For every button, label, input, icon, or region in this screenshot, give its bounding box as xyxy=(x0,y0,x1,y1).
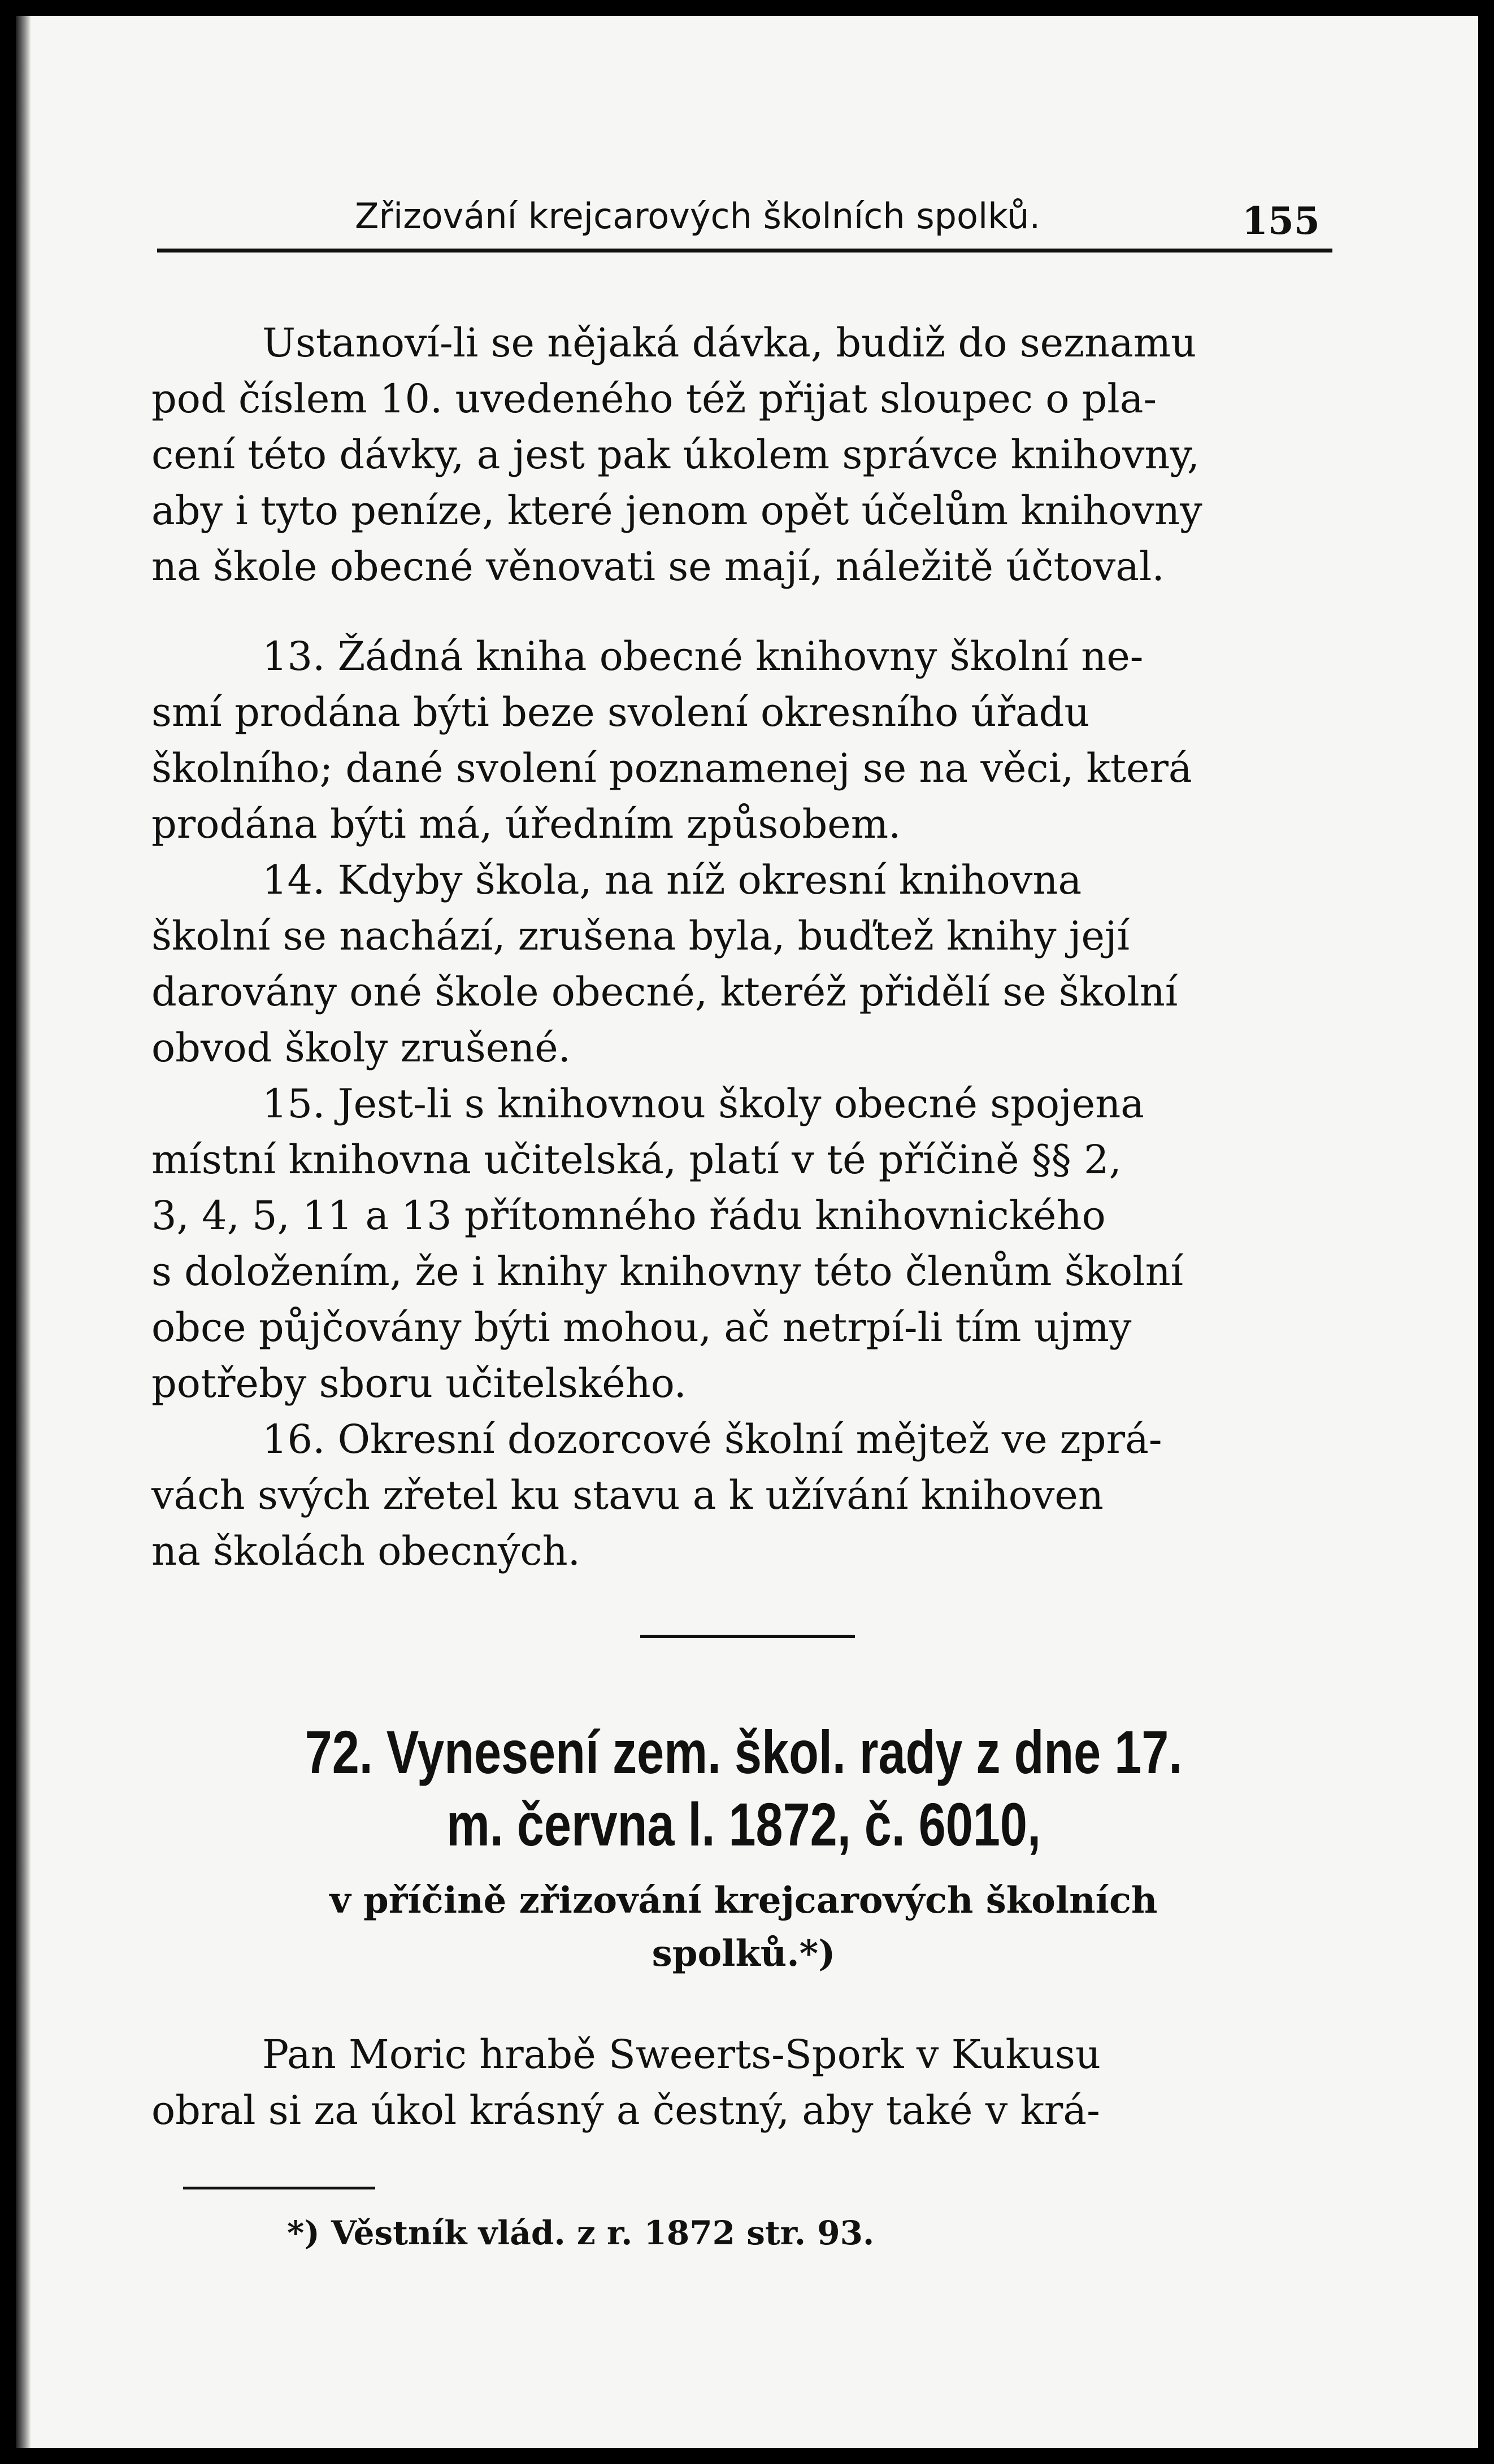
paragraph-dues-record: Ustanoví-li se nějaká dávka, budiž do seznamu pod číslem 10. uvedeného též přijat sloupec o pla- cení této dávky, a jest pak úkolem správce knihovny, aby i tyto peníze, které jenom opět účelům knihovny na škole obecné věnovati se mají, náležitě účtoval. xyxy=(151,320,1202,590)
section-divider xyxy=(640,1635,855,1638)
running-title: Zřizování krejcarových školních spolků. xyxy=(355,195,1041,237)
footnote: *) Věstník vlád. z r. 1872 str. 93. xyxy=(287,2214,875,2252)
section-subtitle: v příčině zřizování krejcarových školních spolků.*) xyxy=(329,1879,1158,1975)
page-binding-edge xyxy=(16,16,31,2448)
paragraph-section-16: 16. Okresní dozorcové školní mějtež ve zprá- vách svých zřetel ku stavu a k užívání knihoven na školách obecných. xyxy=(151,1416,1162,1574)
page-number: 155 xyxy=(1242,199,1320,243)
paragraph-section-13: 13. Žádná kniha obecné knihovny školní ne- smí prodána býti beze svolení okresního úřadu školního; dané svolení poznamenej se na věci, která prodána býti má, úředním způsobem. xyxy=(151,633,1192,847)
book-page xyxy=(16,16,1478,2448)
paragraph-section-15: 15. Jest-li s knihovnou školy obecné spojena místní knihovna učitelská, platí v té příčině §§ 2, 3, 4, 5, 11 a 13 přítomného řádu knihovnického s doložením, že i knihy knihovny této členům školní obce půjčovány býti mohou, ač netrpí-li tím ujmy potřeby sboru učitelského. xyxy=(151,1081,1184,1407)
footnote-rule xyxy=(183,2187,375,2189)
paragraph-section-14: 14. Kdyby škola, na níž okresní knihovna školní se nachází, zrušena byla, buďtež knihy její darovány oné škole obecné, kteréž přidělí se školní obvod školy zrušené. xyxy=(151,857,1178,1071)
page-header xyxy=(16,185,1478,253)
header-rule xyxy=(157,249,1332,253)
section-title: 72. Vynesení zem. škol. rady z dne 17. m. června l. 1872, č. 6010, xyxy=(305,1718,1183,1858)
section-paragraph: Pan Moric hrabě Sweerts-Spork v Kukusu obral si za úkol krásný a čestný, aby také v krá- xyxy=(151,2031,1101,2134)
